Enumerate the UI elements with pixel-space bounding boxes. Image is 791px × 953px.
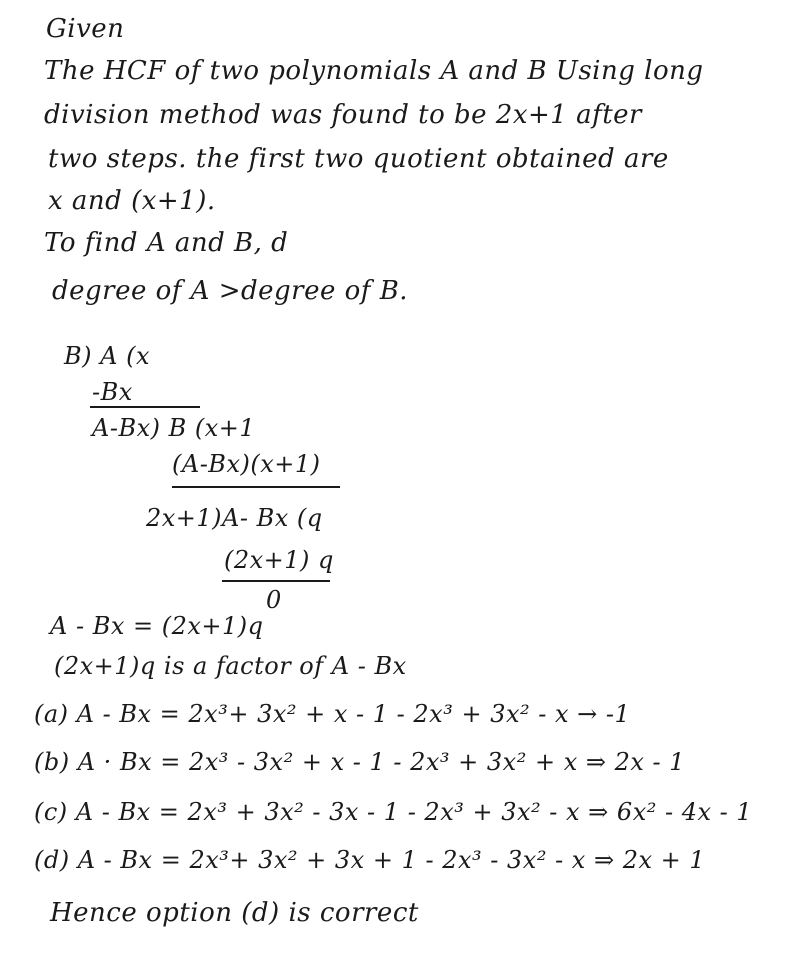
degree-condition: degree of A >degree of B. bbox=[52, 276, 409, 306]
problem-line-4: x and (x+1). bbox=[48, 186, 216, 216]
division-remainder: 0 bbox=[266, 586, 282, 614]
problem-line-3: two steps. the first two quotient obtained are bbox=[48, 144, 669, 174]
division-rule-3 bbox=[222, 580, 330, 582]
to-find-line: To find A and B, d bbox=[44, 228, 289, 258]
option-b-working: (b) A · Bx = 2x³ - 3x² + x - 1 - 2x³ + 3x² + x ⇒ 2x - 1 bbox=[34, 748, 686, 776]
division-step-2: A-Bx) B (x+1 bbox=[92, 414, 256, 442]
problem-line-2: division method was found to be 2x+1 after bbox=[44, 100, 642, 130]
result-equation: A - Bx = (2x+1)q bbox=[50, 612, 264, 640]
division-step-3: 2x+1)A- Bx (q bbox=[146, 504, 323, 532]
division-subtract-1: -Bx bbox=[92, 378, 133, 406]
option-c-working: (c) A - Bx = 2x³ + 3x² - 3x - 1 - 2x³ + 3x² - x ⇒ 6x² - 4x - 1 bbox=[34, 798, 753, 826]
given-label: Given bbox=[46, 14, 125, 44]
option-d-working: (d) A - Bx = 2x³+ 3x² + 3x + 1 - 2x³ - 3x² - x ⇒ 2x + 1 bbox=[34, 846, 706, 874]
division-rule-2 bbox=[172, 486, 340, 488]
factor-statement: (2x+1)q is a factor of A - Bx bbox=[54, 652, 407, 680]
division-step-1: B) A (x bbox=[64, 342, 150, 370]
problem-line-1: The HCF of two polynomials A and B Using long bbox=[44, 56, 704, 86]
division-subtract-3: (2x+1) q bbox=[224, 546, 334, 574]
conclusion: Hence option (d) is correct bbox=[50, 898, 419, 928]
division-subtract-2: (A-Bx)(x+1) bbox=[172, 450, 321, 478]
option-a-working: (a) A - Bx = 2x³+ 3x² + x - 1 - 2x³ + 3x² - x → -1 bbox=[34, 700, 631, 728]
division-rule-1 bbox=[90, 406, 200, 408]
